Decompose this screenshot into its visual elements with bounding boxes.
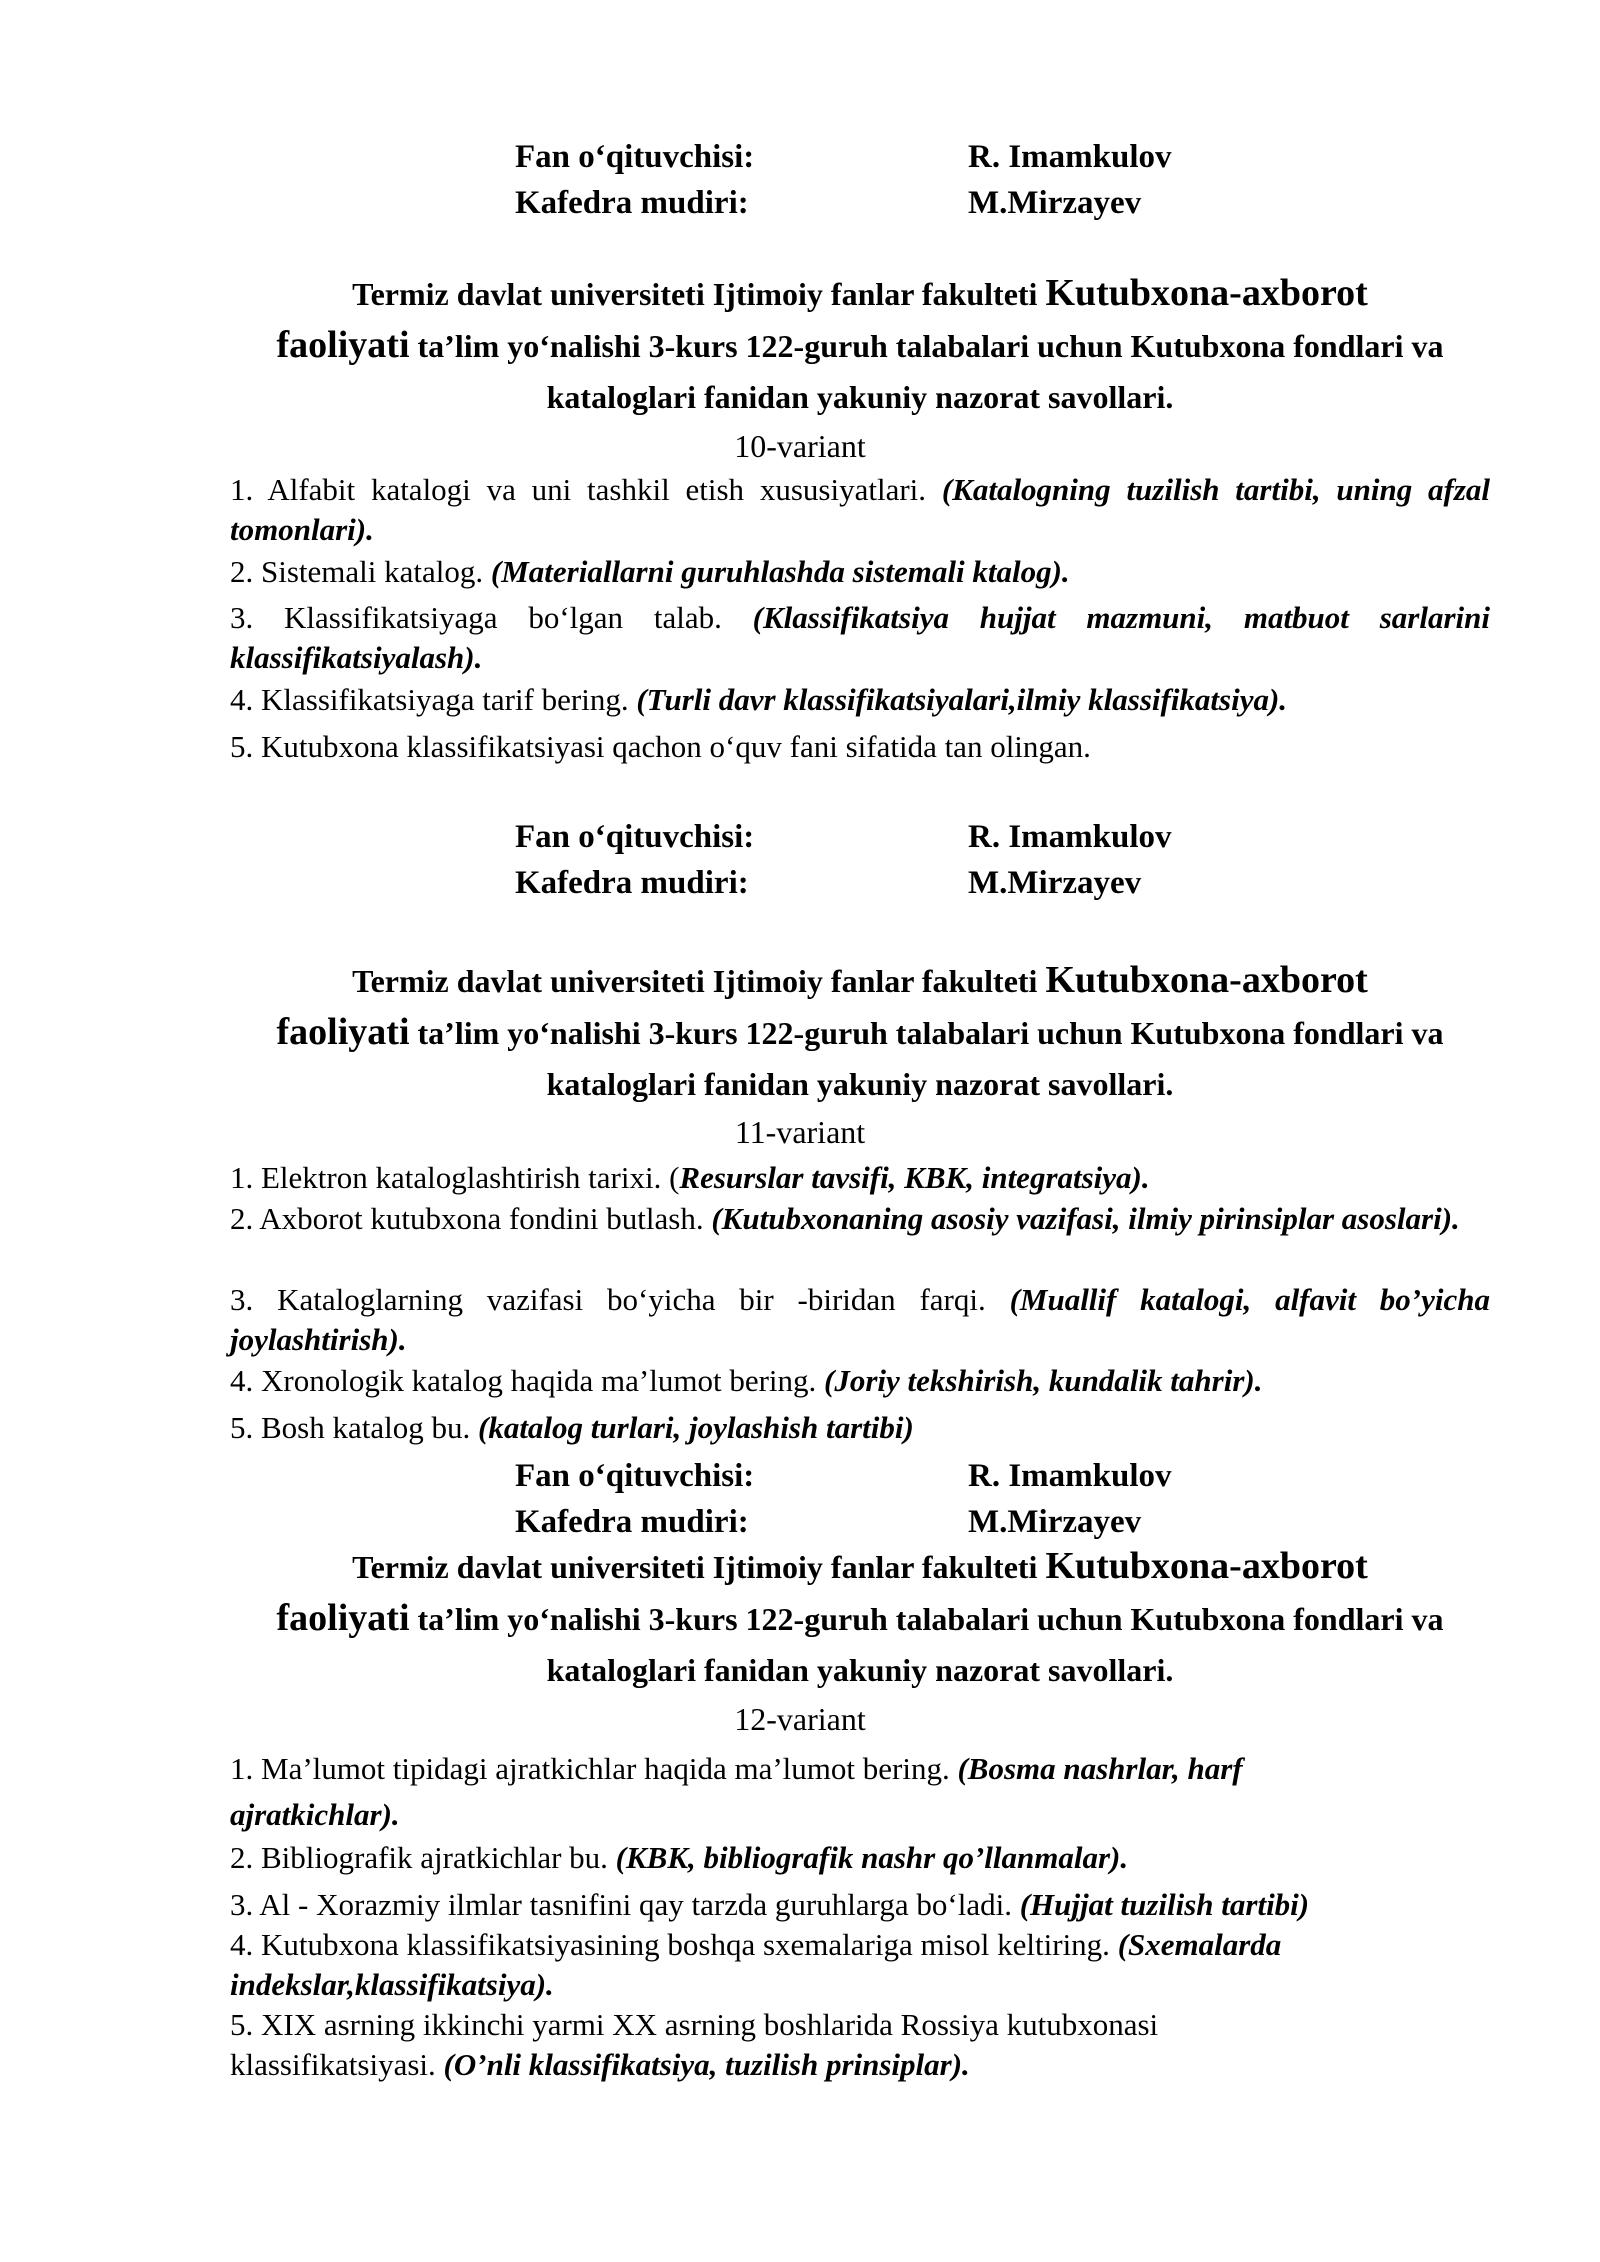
head-role: Kafedra mudiri:	[515, 185, 749, 221]
variant-label: 11-variant	[734, 1114, 866, 1150]
teacher-signature-line	[0, 1453, 1600, 1499]
teacher-name: R. Imamkulov	[968, 819, 1172, 855]
question-item: 5. Kutubxona klassifikatsiyasi qachon o‘quv fani sifatida tan olingan.	[230, 729, 1091, 764]
head-role: Kafedra mudiri:	[515, 1504, 749, 1540]
head-name: M.Mirzayev	[968, 1504, 1142, 1540]
exam-heading: Termiz davlat universiteti Ijtimoiy fanlar fakulteti Kutubxona-axborot faoliyati ta’lim yo‘nalishi 3-kurs 122-guruh talabalari uchun Kutubxona fondlari va kataloglari fanidan yakuniy nazorat savollari.	[276, 272, 1444, 415]
question-item: 1. Ma’lumot tipidagi ajratkichlar haqida ma’lumot bering. (Bosma nashrlar, harf ajratkichlar).	[230, 1751, 1243, 1832]
teacher-name: R. Imamkulov	[968, 139, 1172, 175]
teacher-name: R. Imamkulov	[968, 1458, 1172, 1494]
question-item: 4. Kutubxona klassifikatsiyasining boshqa sxemalariga misol keltiring. (Sxemalarda indekslar,klassifikatsiya).	[230, 1927, 1282, 2002]
head-signature-line	[0, 1499, 1600, 1545]
question-item: 1. Alfabit katalogi va uni tashkil etish xususiyatlari. (Katalogning tuzilish tartibi, uning afzal tomonlari).	[230, 472, 1490, 547]
question-item: 2. Axborot kutubxona fondini butlash. (Kutubxonaning asosiy vazifasi, ilmiy pirinsiplar asoslari).	[230, 1201, 1460, 1236]
question-item: 2. Bibliografik ajratkichlar bu. (KBK, bibliografik nashr qo’llanmalar).	[230, 1840, 1129, 1875]
variant-label: 10-variant	[734, 428, 866, 464]
teacher-signature-line	[0, 814, 1600, 860]
exam-heading: Termiz davlat universiteti Ijtimoiy fanlar fakulteti Kutubxona-axborot faoliyati ta’lim yo‘nalishi 3-kurs 122-guruh talabalari uchun Kutubxona fondlari va kataloglari fanidan yakuniy nazorat savollari.	[276, 959, 1444, 1102]
question-item: 5. XIX asrning ikkinchi yarmi XX asrning boshlarida Rossiya kutubxonasi klassifikatsiyasi. (O’nli klassifikatsiya, tuzilish prinsiplar).	[230, 2007, 1159, 2082]
question-item: 5. Bosh katalog bu. (katalog turlari, joylashish tartibi)	[230, 1410, 914, 1445]
teacher-signature-line	[0, 134, 1600, 180]
question-item: 3. Al - Xorazmiy ilmlar tasnifini qay tarzda guruhlarga bo‘ladi. (Hujjat tuzilish tartibi)	[230, 1887, 1310, 1922]
question-item: 4. Klassifikatsiyaga tarif bering. (Turli davr klassifikatsiyalari,ilmiy klassifikatsiya).	[230, 682, 1288, 717]
head-signature-line	[0, 180, 1600, 226]
question-item: 4. Xronologik katalog haqida ma’lumot bering. (Joriy tekshirish, kundalik tahrir).	[230, 1363, 1263, 1398]
head-signature-line	[0, 860, 1600, 906]
teacher-role: Fan o‘qituvchisi:	[515, 1458, 755, 1494]
teacher-role: Fan o‘qituvchisi:	[515, 819, 755, 855]
variant-label: 12-variant	[734, 1701, 866, 1737]
exam-heading: Termiz davlat universiteti Ijtimoiy fanlar fakulteti Kutubxona-axborot faoliyati ta’lim yo‘nalishi 3-kurs 122-guruh talabalari uchun Kutubxona fondlari va kataloglari fanidan yakuniy nazorat savollari.	[276, 1545, 1444, 1688]
head-role: Kafedra mudiri:	[515, 865, 749, 901]
head-name: M.Mirzayev	[968, 185, 1142, 221]
question-item: 3. Kataloglarning vazifasi bo‘yicha bir -biridan farqi. (Muallif katalogi, alfavit bo’yicha joylashtirish).	[230, 1282, 1490, 1357]
question-item: 1. Elektron kataloglashtirish tarixi. (Resurslar tavsifi, KBK, integratsiya).	[230, 1160, 1150, 1195]
question-item: 3. Klassifikatsiyaga bo‘lgan talab. (Klassifikatsiya hujjat mazmuni, matbuot sarlarini klassifikatsiyalash).	[230, 600, 1490, 675]
question-item: 2. Sistemali katalog. (Materiallarni guruhlashda sistemali ktalog).	[230, 554, 1070, 589]
head-name: M.Mirzayev	[968, 865, 1142, 901]
teacher-role: Fan o‘qituvchisi:	[515, 139, 755, 175]
